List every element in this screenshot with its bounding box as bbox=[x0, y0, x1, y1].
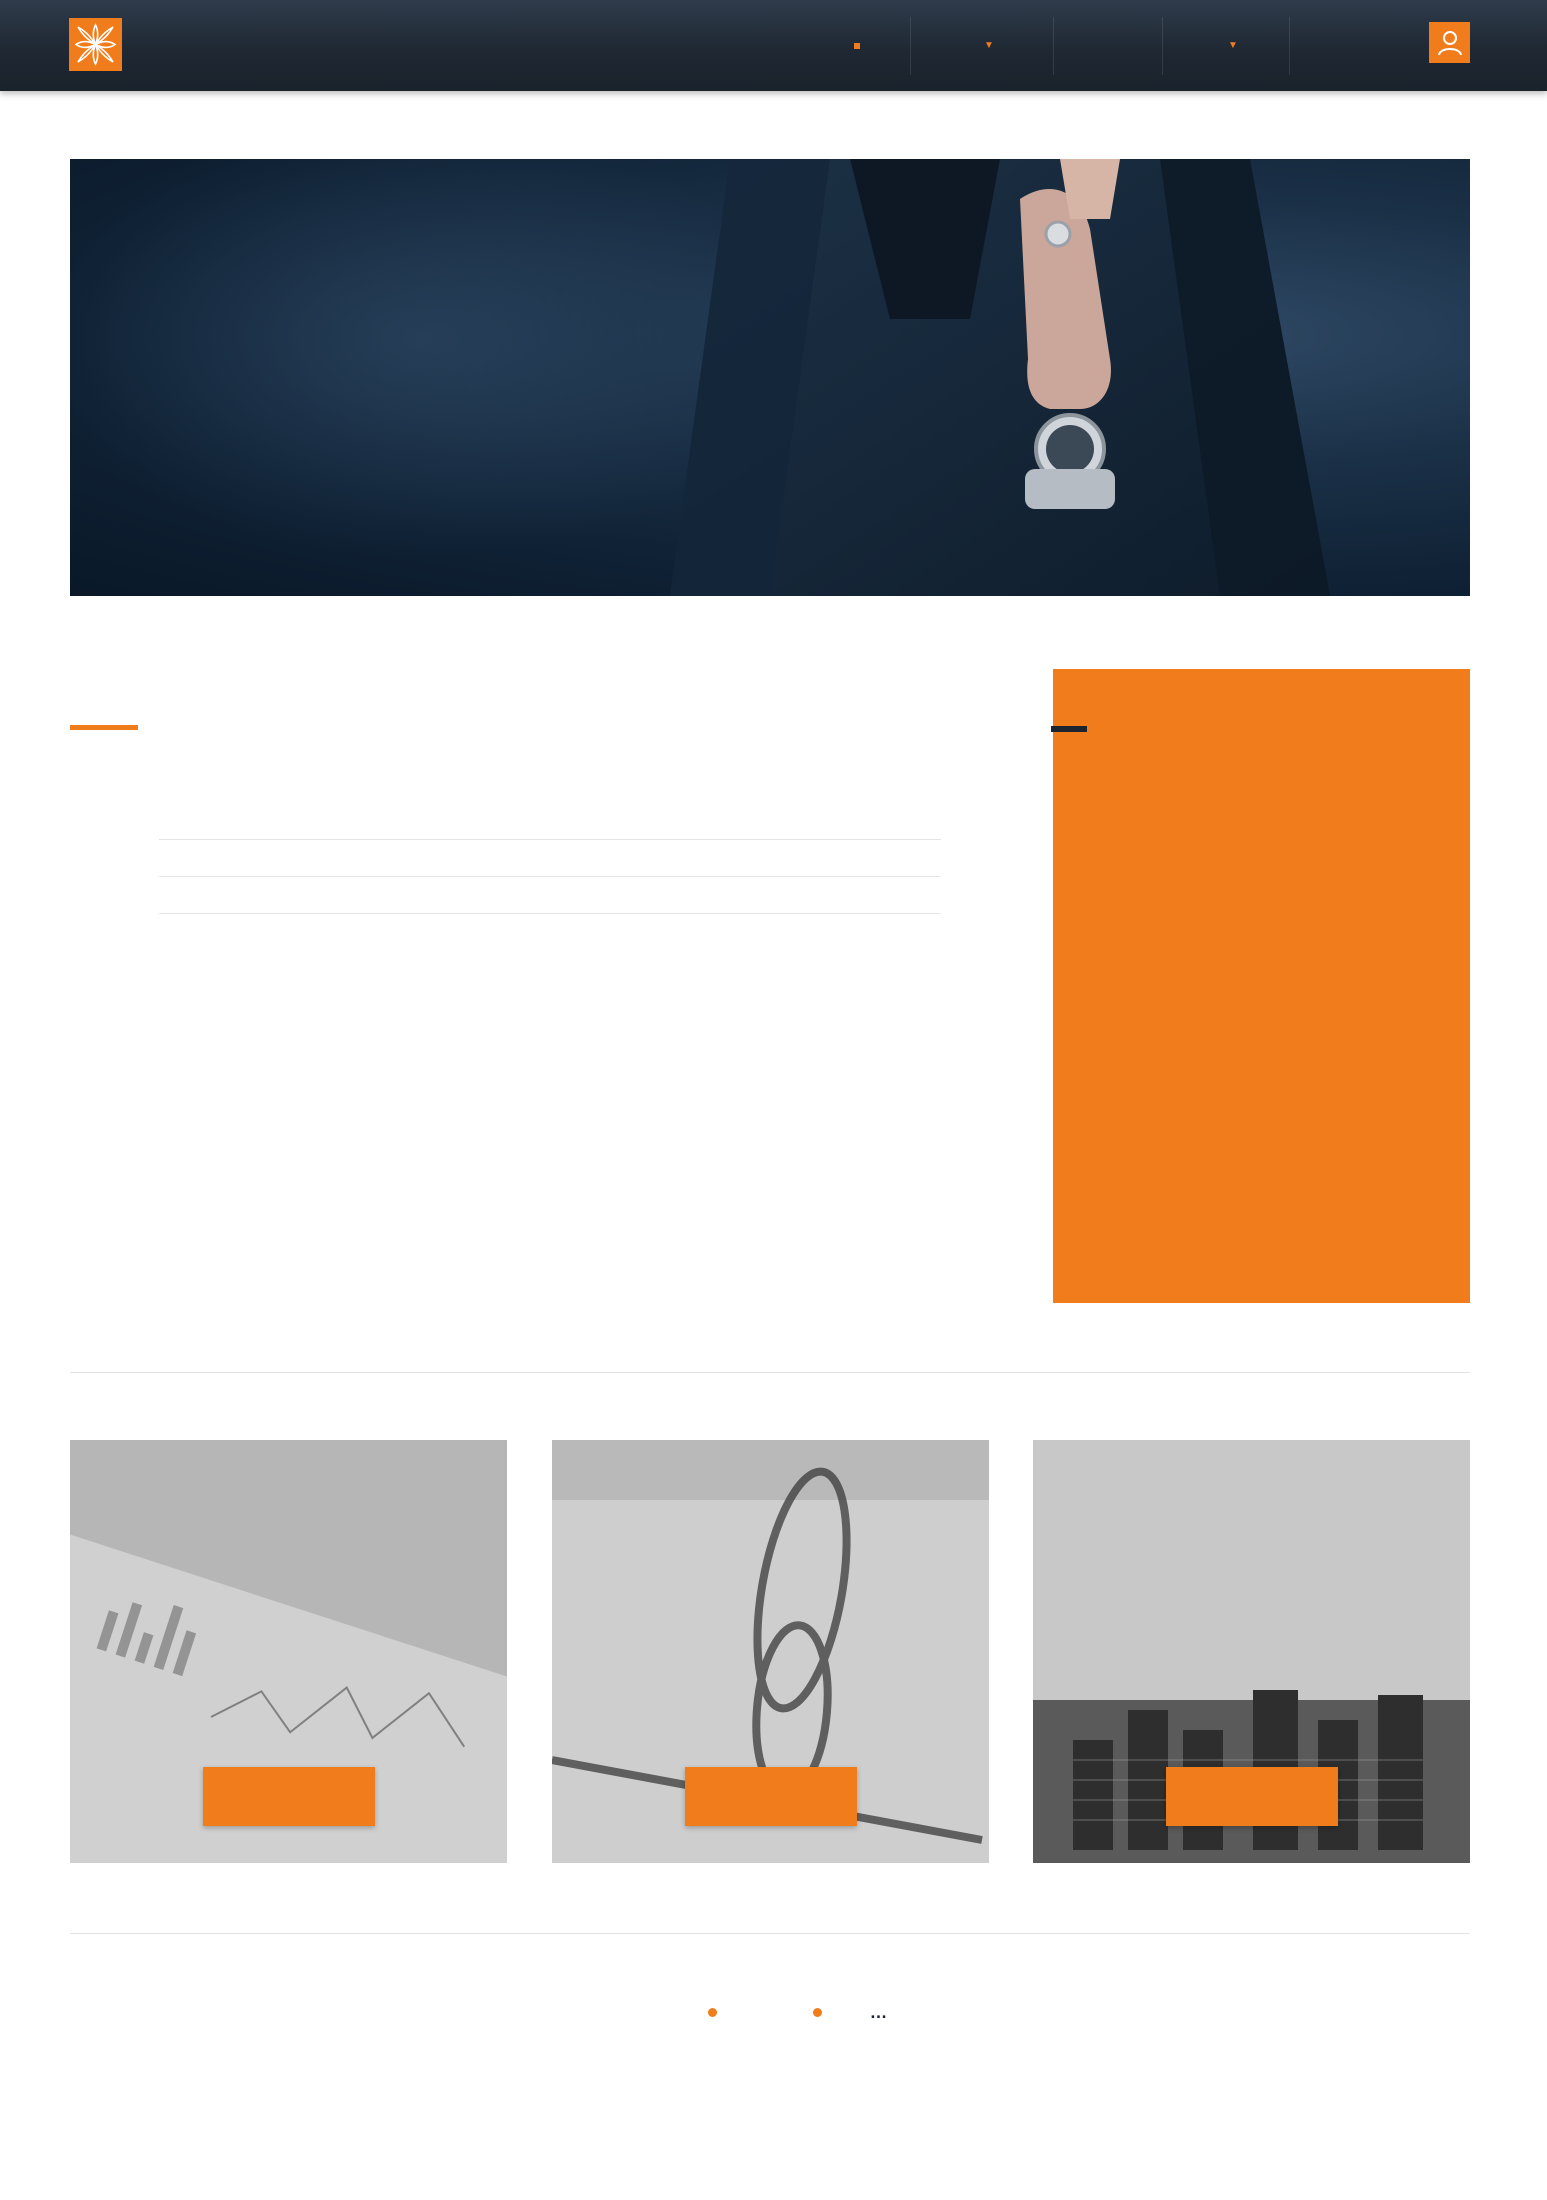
divider bbox=[159, 913, 941, 914]
bullet-dot bbox=[813, 2008, 822, 2017]
service-card-privatekonomisk-utbildning[interactable] bbox=[1033, 1440, 1470, 1863]
caret-down-icon: ▼ bbox=[984, 40, 994, 51]
divider bbox=[159, 876, 941, 877]
nav-item-om-oss[interactable] bbox=[1163, 0, 1289, 91]
nav-item-start[interactable] bbox=[810, 0, 910, 91]
hero-banner bbox=[70, 159, 1470, 596]
user-icon[interactable] bbox=[1429, 22, 1470, 63]
caret-down-icon: ▼ bbox=[1228, 40, 1238, 51]
service-card-organisationsutveckling[interactable] bbox=[70, 1440, 507, 1863]
home-consulting-logo-icon[interactable] bbox=[69, 18, 122, 71]
about-content bbox=[159, 803, 941, 944]
nav-item-kontakt[interactable] bbox=[1290, 0, 1396, 91]
bullet-dot bbox=[708, 2008, 717, 2017]
active-indicator bbox=[854, 43, 860, 49]
top-navigation-bar bbox=[0, 0, 1547, 91]
nav-item-aktuellt[interactable] bbox=[1054, 0, 1162, 91]
divider bbox=[159, 839, 941, 840]
main-menu bbox=[810, 0, 1396, 91]
nav-item-tjanster[interactable] bbox=[911, 0, 1053, 91]
news-list bbox=[1105, 780, 1445, 802]
section-accent-line bbox=[1051, 726, 1087, 732]
section-accent-line bbox=[70, 725, 138, 730]
service-card-undersokningar[interactable] bbox=[552, 1440, 989, 1863]
read-more-button[interactable] bbox=[685, 1767, 857, 1826]
read-more-button[interactable] bbox=[203, 1767, 375, 1826]
footer-contact: … bbox=[0, 2002, 1547, 2023]
read-more-button[interactable] bbox=[1166, 1767, 1338, 1826]
section-divider bbox=[70, 1933, 1470, 1934]
news-panel bbox=[1053, 669, 1470, 1303]
section-divider bbox=[70, 1372, 1470, 1373]
hero-background-photo bbox=[70, 159, 1470, 596]
